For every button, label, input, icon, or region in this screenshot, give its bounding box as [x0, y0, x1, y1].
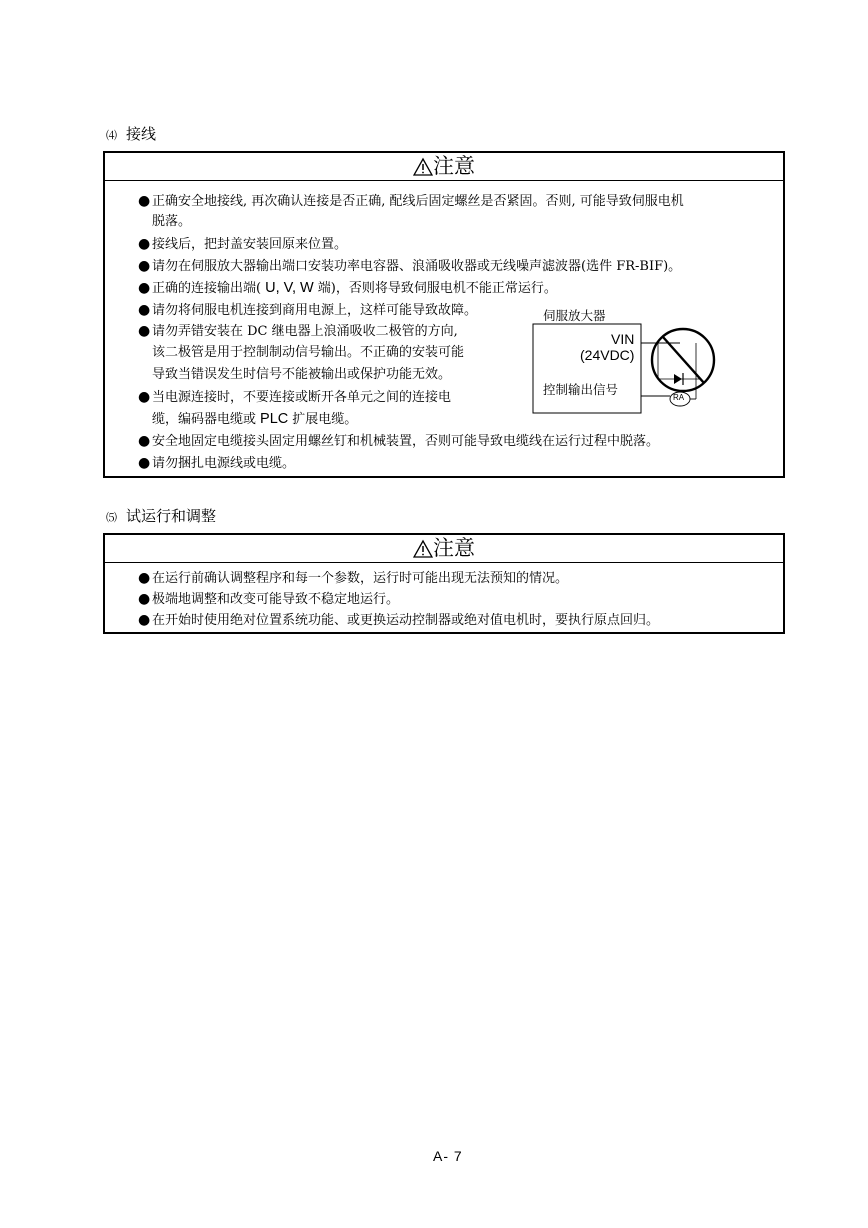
- vdc-label: (24VDC): [580, 347, 635, 363]
- caution-title: 注意: [433, 536, 475, 560]
- list-item: 导致当错误发生时信号不能被输出或保护功能无效。: [152, 367, 452, 382]
- list-item: ● 接线后，把封盖安装回原来位置。: [138, 236, 348, 252]
- list-item: ● 极端地调整和改变可能导致不稳定地运行。: [138, 591, 400, 607]
- list-item: ● 正确安全地接线, 再次确认连接是否正确, 配线后固定螺丝是否紧固。否则, 可能导致伺服电机: [138, 193, 684, 209]
- list-item: ● 正确的连接输出端( U, V, W 端)，否则将导致伺服电机不能正常运行。: [138, 280, 557, 296]
- list-item: 缆，编码器电缆或 PLC 扩展电缆。: [152, 411, 358, 427]
- warning-triangle-icon: [413, 535, 433, 566]
- servo-amplifier-label: 伺服放大器: [543, 308, 606, 323]
- list-item: ● 安全地固定电缆接头固定用螺丝钉和机械装置，否则可能导致电缆线在运行过程中脱落。: [138, 433, 660, 449]
- page-number: A- 7: [433, 1148, 463, 1164]
- list-item: ● 请勿弄错安装在 DC 继电器上浪涌吸收二极管的方向,: [138, 323, 458, 339]
- caution-header: [105, 535, 783, 563]
- list-item: 该二极管是用于控制制动信号输出。不正确的安装可能: [152, 345, 465, 360]
- caution-title: 注意: [433, 154, 475, 178]
- list-item: ● 请勿捆扎电源线或电缆。: [138, 455, 296, 471]
- relay-coil-label: RA: [673, 393, 685, 402]
- list-item: 脱落。: [152, 214, 192, 229]
- list-item: ● 请勿将伺服电机连接到商用电源上，这样可能导致故障。: [138, 302, 478, 318]
- section-5-number: ⑸: [106, 511, 117, 524]
- list-item: ● 在运行前确认调整程序和每一个参数，运行时可能出现无法预知的情况。: [138, 570, 569, 586]
- vin-label: VIN: [611, 331, 635, 347]
- section-4-title: 接线: [126, 125, 157, 143]
- section-5-title: 试运行和调整: [126, 507, 217, 525]
- section-4-heading: [106, 125, 156, 145]
- list-item: ● 在开始时使用绝对位置系统功能、或更换运动控制器或绝对值电机时，要执行原点回归。: [138, 612, 660, 628]
- section-5-heading: [106, 507, 216, 527]
- caution-header: [105, 153, 783, 181]
- control-output-label: 控制输出信号: [543, 382, 619, 397]
- section-4-number: ⑷: [106, 129, 117, 142]
- list-item: ● 请勿在伺服放大器输出端口安装功率电容器、浪涌吸收器或无线噪声滤波器(选件 FR-BIF)。: [138, 258, 682, 274]
- list-item: ● 当电源连接时，不要连接或断开各单元之间的连接电: [138, 389, 452, 405]
- warning-triangle-icon: [413, 153, 433, 184]
